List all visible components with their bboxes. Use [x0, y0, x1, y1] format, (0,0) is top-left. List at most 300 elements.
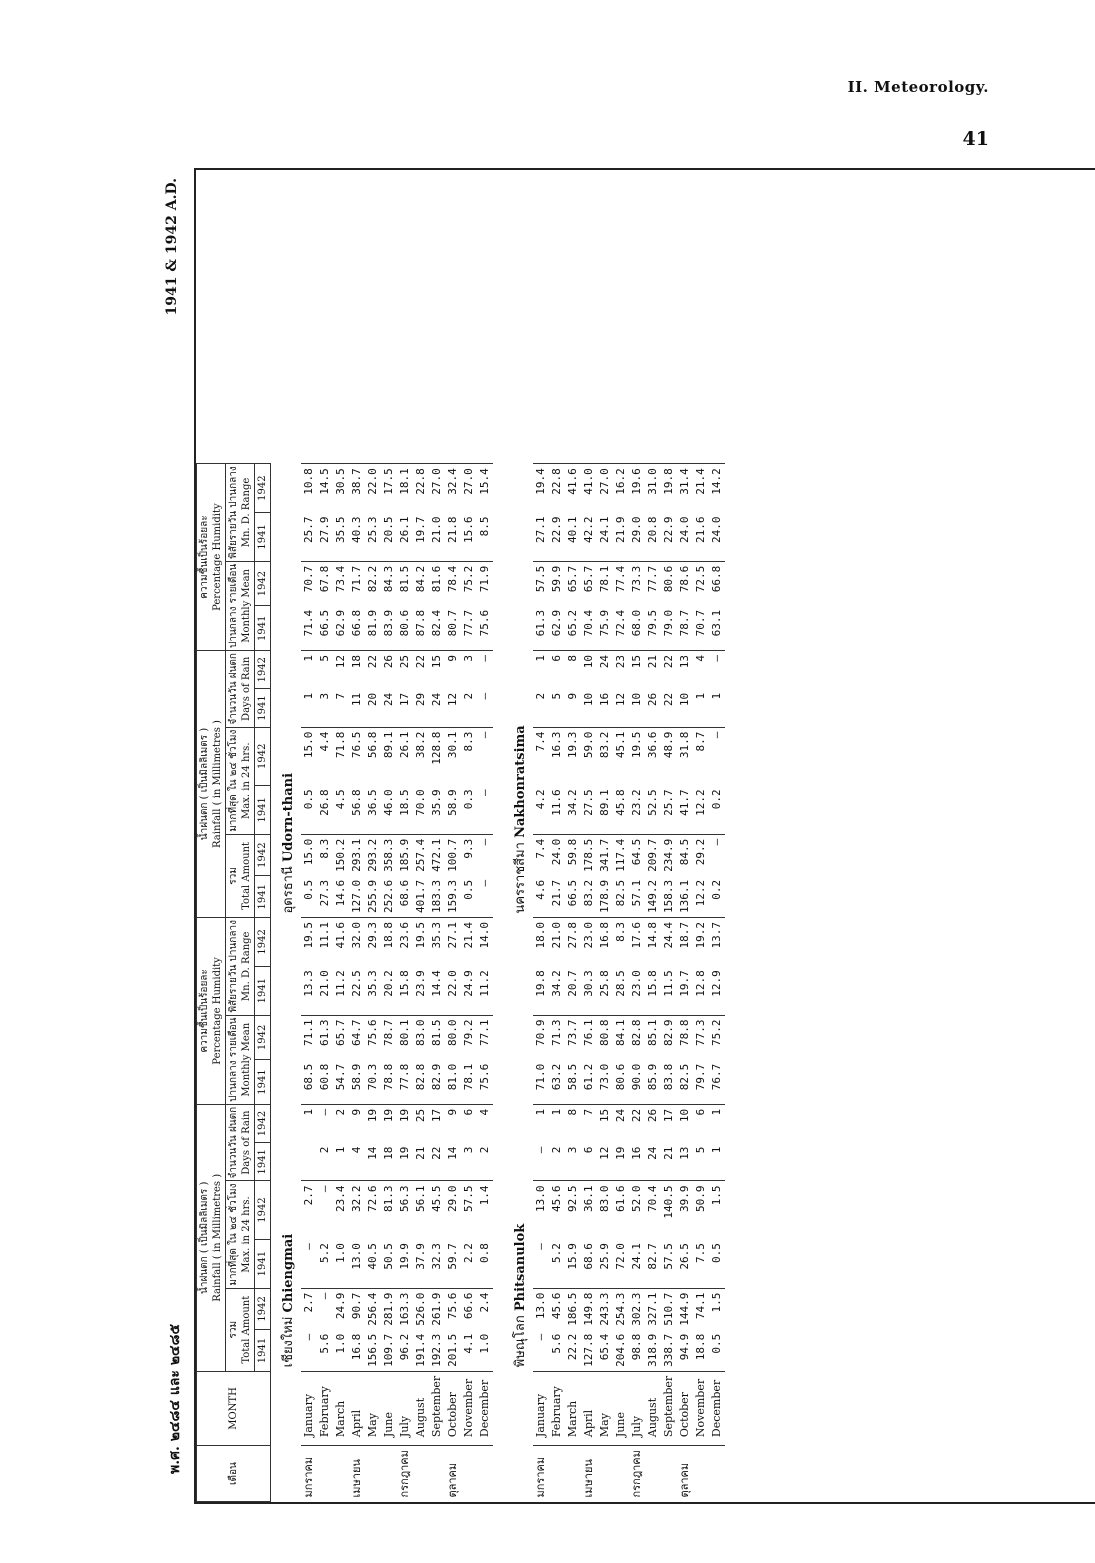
month-cell: February: [317, 1371, 333, 1445]
value-cell: 26.1: [398, 516, 411, 543]
value-cell: 302.3: [629, 1288, 645, 1330]
value-cell: 27.9: [318, 516, 331, 543]
value-cell: 261.9: [429, 1288, 445, 1330]
table-row: [381, 464, 397, 1502]
month-en-header: MONTH: [197, 1371, 271, 1445]
value-cell: 82.9: [430, 1063, 443, 1091]
value-cell: 41.6: [565, 464, 581, 513]
value-cell: 4: [477, 1104, 493, 1142]
value-cell: 100.7: [445, 834, 461, 876]
value-cell: 4: [350, 1146, 363, 1154]
value-cell: 26: [646, 692, 659, 707]
value-cell: 5.2: [318, 1243, 331, 1264]
value-cell: 32.3: [430, 1243, 443, 1270]
value-cell: 209.7: [645, 834, 661, 876]
value-cell: 1: [334, 1146, 347, 1154]
value-cell: 34.2: [550, 970, 563, 997]
humidity-thai-label-b: ความชื้นเป็นร้อยละ: [199, 515, 210, 599]
value-cell: 36.5: [366, 789, 379, 816]
range-header-a: [226, 918, 255, 1016]
value-cell: 1: [301, 651, 317, 689]
value-cell: 22.2: [566, 1333, 579, 1361]
total-en-a: Total Amount: [241, 1295, 252, 1364]
value-cell: 66.5: [566, 879, 579, 907]
value-cell: 79.2: [461, 1015, 477, 1060]
value-cell: 71.9: [477, 561, 493, 606]
value-cell: 39.9: [677, 1181, 693, 1239]
table-row: [629, 464, 645, 1502]
value-cell: 14.5: [317, 464, 333, 513]
value-cell: 36.6: [645, 727, 661, 785]
station-label: [503, 918, 533, 1372]
thai-month-cell: [565, 1446, 581, 1502]
table-row: [581, 464, 597, 1502]
value-cell: 11.5: [662, 970, 675, 997]
range-header-b: [226, 464, 255, 562]
value-cell: 19: [398, 1146, 411, 1160]
value-cell: 63.2: [550, 1063, 563, 1091]
month-cell: May: [365, 1371, 381, 1445]
thai-month-cell: [429, 1446, 445, 1502]
value-cell: 82.7: [646, 1243, 659, 1270]
value-cell: 84.5: [677, 834, 693, 876]
value-cell: 77.3: [693, 1015, 709, 1060]
month-cell: July: [397, 1371, 413, 1445]
value-cell: 37.9: [414, 1243, 427, 1270]
value-cell: 20.7: [566, 970, 579, 997]
value-cell: 1: [709, 1104, 725, 1142]
value-cell: 13.0: [533, 1181, 549, 1239]
value-cell: 20.2: [382, 970, 395, 997]
table-row: [413, 464, 429, 1502]
value-cell: 73.4: [333, 561, 349, 606]
value-cell: 185.9: [397, 834, 413, 876]
value-cell: 21.0: [549, 918, 565, 967]
value-cell: 14.4: [430, 970, 443, 997]
value-cell: 70.7: [694, 609, 707, 637]
year-header-1941: 1941: [255, 1239, 271, 1288]
value-cell: 11.2: [478, 970, 491, 997]
value-cell: 18.8: [381, 918, 397, 967]
month-cell: November: [461, 1371, 477, 1445]
value-cell: 4.4: [317, 727, 333, 785]
value-cell: 10: [582, 692, 595, 707]
value-cell: 82.5: [614, 879, 627, 907]
value-cell: 10: [581, 651, 597, 689]
value-cell: 24: [646, 1146, 659, 1160]
value-cell: 24: [597, 651, 613, 689]
value-cell: 2: [462, 692, 475, 700]
month-cell: September: [661, 1371, 677, 1445]
value-cell: 84.1: [613, 1015, 629, 1060]
value-cell: 13: [677, 651, 693, 689]
table-row: [349, 464, 365, 1502]
value-cell: 10: [678, 692, 691, 707]
value-cell: —: [709, 727, 725, 785]
value-cell: 3: [462, 1146, 475, 1154]
value-cell: —: [478, 879, 491, 887]
value-cell: 12.2: [694, 879, 707, 907]
value-cell: 19.3: [565, 727, 581, 785]
value-cell: 52.0: [629, 1181, 645, 1239]
value-cell: 80.6: [661, 561, 677, 606]
total-header-a: [226, 1288, 255, 1371]
value-cell: 1.4: [477, 1181, 493, 1239]
value-cell: 11.6: [550, 789, 563, 816]
thai-month-cell: [461, 1446, 477, 1502]
value-cell: 12: [446, 692, 459, 707]
year-header-1941: 1941: [255, 785, 271, 834]
value-cell: 56.8: [365, 727, 381, 785]
value-cell: 40.5: [366, 1243, 379, 1270]
month-cell: March: [333, 1371, 349, 1445]
section-header: II. Meteorology.: [847, 78, 989, 96]
table-frame: [194, 168, 1095, 1504]
days-thai-b: จำนวนวัน ฝนตก: [228, 653, 239, 725]
table-row: [565, 464, 581, 1502]
value-cell: 90.0: [630, 1063, 643, 1091]
value-cell: 23.4: [333, 1181, 349, 1239]
days-en-a: Days of Rain: [241, 1110, 252, 1175]
station-label: [271, 918, 302, 1372]
value-cell: 75.9: [598, 609, 611, 637]
value-cell: 8: [565, 1104, 581, 1142]
month-cell: June: [381, 1371, 397, 1445]
value-cell: 7.5: [694, 1243, 707, 1264]
value-cell: 19.5: [629, 727, 645, 785]
value-cell: 92.5: [565, 1181, 581, 1239]
value-cell: 22.0: [446, 970, 459, 997]
value-cell: 257.4: [413, 834, 429, 876]
value-cell: 83.9: [382, 609, 395, 637]
value-cell: 82.8: [414, 1063, 427, 1091]
table-row: [613, 464, 629, 1502]
value-cell: 4.2: [534, 789, 547, 810]
value-cell: 21.4: [693, 464, 709, 513]
value-cell: 13: [678, 1146, 691, 1160]
value-cell: 11.2: [334, 970, 347, 997]
year-header-1942: 1942: [255, 1181, 271, 1239]
value-cell: 62.9: [334, 609, 347, 637]
max-thai-b: มากที่สุด ใน ๒๔ ชั่วโมง: [228, 729, 239, 832]
value-cell: 29.3: [365, 918, 381, 967]
value-cell: 14: [366, 1146, 379, 1160]
value-cell: —: [477, 651, 493, 689]
table-row: [693, 464, 709, 1502]
value-cell: 204.6: [614, 1333, 627, 1367]
value-cell: 7: [334, 692, 347, 700]
rainfall-header-a: [197, 1104, 226, 1371]
table-row: [597, 464, 613, 1502]
value-cell: 252.6: [382, 879, 395, 914]
total-thai-b: รวม: [228, 867, 239, 885]
year-header-1942: 1942: [255, 1288, 271, 1330]
value-cell: 178.9: [598, 879, 611, 914]
value-cell: 22: [413, 651, 429, 689]
value-cell: 57.5: [533, 561, 549, 606]
value-cell: 21.0: [430, 516, 443, 543]
value-cell: 0.8: [478, 1243, 491, 1264]
value-cell: 6: [549, 651, 565, 689]
value-cell: 81.6: [429, 561, 445, 606]
value-cell: 358.3: [381, 834, 397, 876]
thai-month-cell: [333, 1446, 349, 1502]
year-header-1942: 1942: [255, 561, 271, 606]
year-header-1941: 1941: [255, 689, 271, 727]
total-en-b: Total Amount: [241, 841, 252, 910]
table-row: [397, 464, 413, 1502]
value-cell: 163.3: [397, 1288, 413, 1330]
value-cell: 61.3: [534, 609, 547, 637]
value-cell: 66.8: [709, 561, 725, 606]
value-cell: 71.3: [549, 1015, 565, 1060]
value-cell: 31.8: [677, 727, 693, 785]
value-cell: 85.9: [646, 1063, 659, 1091]
value-cell: 22: [629, 1104, 645, 1142]
value-cell: 6: [582, 1146, 595, 1154]
value-cell: 35.9: [430, 789, 443, 816]
value-cell: 68.0: [630, 609, 643, 637]
humidity-en-label-b: Percentage Humidity: [212, 503, 223, 611]
value-cell: 0.5: [302, 789, 315, 810]
value-cell: 26.1: [397, 727, 413, 785]
value-cell: 149.2: [646, 879, 659, 914]
table-row: [445, 464, 461, 1502]
value-cell: 89.1: [381, 727, 397, 785]
year-header-1941: 1941: [255, 876, 271, 918]
value-cell: 1.5: [709, 1288, 725, 1330]
value-cell: 80.1: [397, 1015, 413, 1060]
value-cell: 256.4: [365, 1288, 381, 1330]
month-cell: October: [677, 1371, 693, 1445]
value-cell: 25: [413, 1104, 429, 1142]
value-cell: 0.5: [302, 879, 315, 900]
value-cell: 3: [461, 651, 477, 689]
value-cell: 24.9: [333, 1288, 349, 1330]
days-thai-a: จำนวนวัน ฝนตก: [228, 1106, 239, 1179]
value-cell: 73.0: [598, 1063, 611, 1091]
value-cell: 66.6: [461, 1288, 477, 1330]
table-row: [709, 464, 725, 1502]
value-cell: 48.9: [661, 727, 677, 785]
thai-month-cell: [381, 1446, 397, 1502]
value-cell: —: [477, 727, 493, 785]
value-cell: 293.1: [349, 834, 365, 876]
value-cell: —: [302, 1243, 315, 1250]
value-cell: 59.7: [446, 1243, 459, 1270]
value-cell: 79.7: [694, 1063, 707, 1091]
range-thai-b: พิสัยรายวัน ปานกลาง: [228, 466, 239, 559]
value-cell: 327.1: [645, 1288, 661, 1330]
value-cell: 12.8: [694, 970, 707, 997]
year-header-1941: 1941: [255, 1143, 271, 1181]
table-row: [333, 464, 349, 1502]
thai-month-cell: ตุลาคม: [677, 1446, 693, 1502]
value-cell: 29.0: [630, 516, 643, 543]
value-cell: 67.8: [317, 561, 333, 606]
month-cell: August: [645, 1371, 661, 1445]
value-cell: 24.0: [678, 516, 691, 543]
value-cell: 191.4: [414, 1333, 427, 1367]
value-cell: 156.5: [366, 1333, 379, 1367]
value-cell: 78.1: [462, 1063, 475, 1091]
year-header-1942: 1942: [255, 464, 271, 513]
value-cell: 19: [365, 1104, 381, 1142]
value-cell: 40.3: [350, 516, 363, 543]
month-cell: January: [533, 1371, 549, 1445]
value-cell: 30.3: [582, 970, 595, 997]
table-row: [301, 464, 317, 1502]
station-name-en: Chiengmai: [281, 1233, 296, 1313]
value-cell: 26: [645, 1104, 661, 1142]
value-cell: 78.7: [678, 609, 691, 637]
value-cell: 77.8: [398, 1063, 411, 1091]
thai-month-cell: มกราคม: [533, 1446, 549, 1502]
value-cell: 78.7: [381, 1015, 397, 1060]
value-cell: 26.5: [678, 1243, 691, 1270]
table-row: [429, 464, 445, 1502]
month-thai-header: เดือน: [197, 1446, 271, 1502]
value-cell: 81.0: [446, 1063, 459, 1091]
value-cell: 15: [429, 651, 445, 689]
value-cell: 15: [597, 1104, 613, 1142]
value-cell: 21: [662, 1146, 675, 1160]
value-cell: 2: [534, 692, 547, 700]
value-cell: 78.6: [677, 561, 693, 606]
value-cell: 27.3: [318, 879, 331, 907]
value-cell: 24: [382, 692, 395, 707]
value-cell: 77.1: [477, 1015, 493, 1060]
month-cell: January: [301, 1371, 317, 1445]
value-cell: 25: [397, 651, 413, 689]
year-header-1942: 1942: [255, 651, 271, 689]
days-header-b: [226, 651, 255, 728]
value-cell: 12.9: [710, 970, 723, 997]
value-cell: 2: [550, 1146, 563, 1154]
value-cell: —: [478, 789, 491, 796]
page-number: 41: [962, 128, 989, 150]
value-cell: 20.5: [382, 516, 395, 543]
range-thai-a: พิสัยรายวัน ปานกลาง: [228, 920, 239, 1013]
value-cell: 28.5: [614, 970, 627, 997]
value-cell: 12: [614, 692, 627, 707]
table-row: [549, 464, 565, 1502]
value-cell: 58.5: [566, 1063, 579, 1091]
value-cell: 84.3: [381, 561, 397, 606]
value-cell: 1.0: [478, 1333, 491, 1354]
month-cell: February: [549, 1371, 565, 1445]
value-cell: 79.0: [662, 609, 675, 637]
value-cell: 23: [613, 651, 629, 689]
value-cell: 16.8: [350, 1333, 363, 1361]
rainfall-thai-label-b: น้ำฝนตก ( เป็นมิลลิเมตร ): [199, 727, 210, 841]
value-cell: 192.3: [430, 1333, 443, 1367]
value-cell: 13.0: [350, 1243, 363, 1270]
value-cell: 12: [598, 1146, 611, 1160]
value-cell: 8.7: [693, 727, 709, 785]
value-cell: 90.7: [349, 1288, 365, 1330]
value-cell: 72.6: [365, 1181, 381, 1239]
value-cell: 68.6: [398, 879, 411, 907]
value-cell: —: [478, 692, 491, 700]
thai-year-title: พ.ศ. ๒๔๘๔ และ ๒๔๘๕: [167, 1323, 183, 1474]
value-cell: 59.8: [565, 834, 581, 876]
value-cell: 16.3: [549, 727, 565, 785]
value-cell: 74.1: [693, 1288, 709, 1330]
value-cell: 82.8: [629, 1015, 645, 1060]
max-header-b: [226, 727, 255, 834]
value-cell: 61.3: [317, 1015, 333, 1060]
total-header-b: [226, 834, 255, 917]
value-cell: 13.3: [302, 970, 315, 997]
value-cell: 71.0: [534, 1063, 547, 1091]
thai-month-cell: [597, 1446, 613, 1502]
value-cell: 38.7: [349, 464, 365, 513]
month-cell: November: [693, 1371, 709, 1445]
year-header-1942: 1942: [255, 1104, 271, 1142]
value-cell: 82.4: [430, 609, 443, 637]
value-cell: 19.2: [693, 918, 709, 967]
value-cell: 136.1: [678, 879, 691, 914]
value-cell: 30.5: [333, 464, 349, 513]
value-cell: 23.9: [414, 970, 427, 997]
value-cell: 63.1: [710, 609, 723, 637]
station-name-en: Nakhonratsima: [513, 725, 528, 838]
value-cell: 72.5: [693, 561, 709, 606]
value-cell: 21.9: [614, 516, 627, 543]
value-cell: 41.7: [678, 789, 691, 816]
value-cell: 24.1: [630, 1243, 643, 1270]
value-cell: 21: [414, 1146, 427, 1160]
value-cell: 81.5: [397, 561, 413, 606]
value-cell: 25.7: [302, 516, 315, 543]
value-cell: 19.7: [678, 970, 691, 997]
value-cell: 11.1: [317, 918, 333, 967]
value-cell: 19.5: [413, 918, 429, 967]
value-cell: 109.7: [382, 1333, 395, 1367]
value-cell: 15.8: [646, 970, 659, 997]
month-cell: April: [349, 1371, 365, 1445]
value-cell: 71.4: [302, 609, 315, 637]
value-cell: 75.6: [445, 1288, 461, 1330]
value-cell: 18.1: [397, 464, 413, 513]
value-cell: 34.2: [566, 789, 579, 816]
table-row: [365, 464, 381, 1502]
value-cell: 127.0: [350, 879, 363, 914]
value-cell: 22.9: [550, 516, 563, 543]
value-cell: 45.6: [549, 1288, 565, 1330]
value-cell: 201.5: [446, 1333, 459, 1367]
station-name-en: Phitsanulok: [513, 1223, 528, 1312]
value-cell: 75.6: [365, 1015, 381, 1060]
value-cell: 80.8: [597, 1015, 613, 1060]
value-cell: 8.3: [613, 918, 629, 967]
range-en-b: Mn. D. Range: [241, 477, 252, 548]
value-cell: 45.8: [614, 789, 627, 816]
value-cell: 80.7: [446, 609, 459, 637]
value-cell: 0.2: [710, 789, 723, 810]
value-cell: 149.8: [581, 1288, 597, 1330]
mean-en-a: Monthly Mean: [241, 1022, 252, 1097]
value-cell: 75.6: [478, 609, 491, 637]
value-cell: —: [317, 1104, 333, 1142]
value-cell: 2: [318, 1146, 331, 1154]
value-cell: 17.6: [629, 918, 645, 967]
value-cell: 98.8: [630, 1333, 643, 1361]
thai-month-cell: [477, 1446, 493, 1502]
value-cell: —: [709, 834, 725, 876]
value-cell: 22.0: [365, 464, 381, 513]
